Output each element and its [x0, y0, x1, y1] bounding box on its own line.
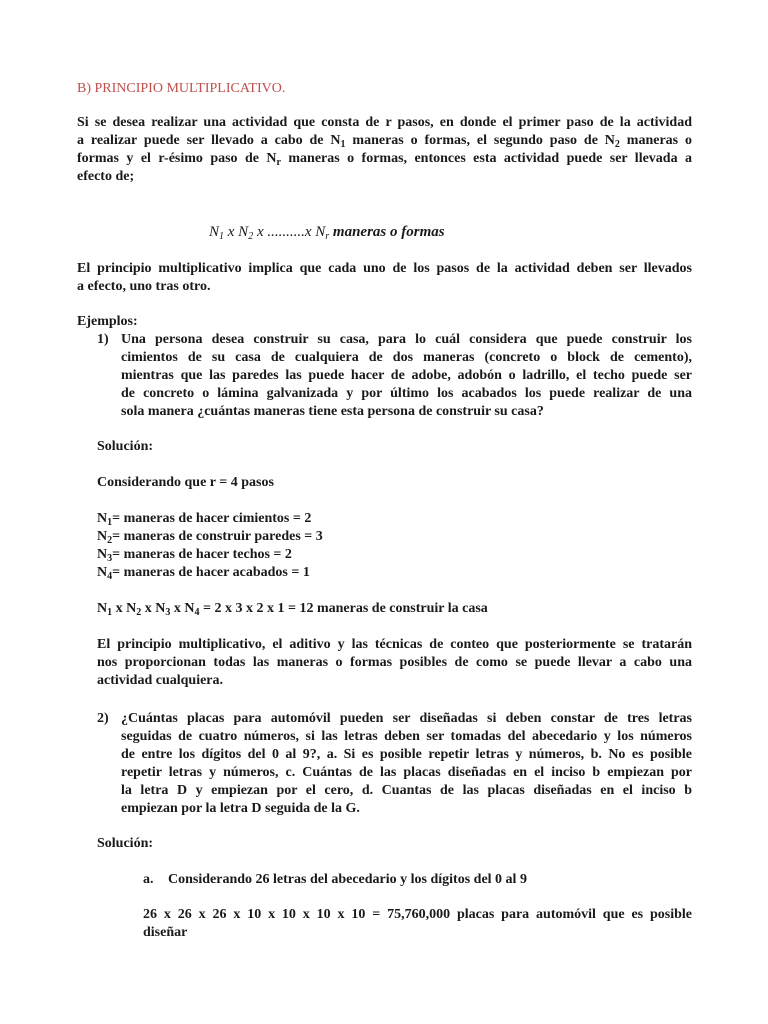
example-2-line-4: repetir letras y números, c. Cuántas de las placas diseñadas en el inciso b empiezan por [121, 765, 692, 780]
example-2-solution-label: Solución: [97, 836, 154, 851]
example-2-line-2: seguidas de cuatro números, si las letras deben ser tomadas del abecedario y los números [121, 729, 692, 744]
example-2-line-5: la letra D y empiezan por el cero, d. Cuantas de las placas diseñadas en el inciso b [121, 783, 692, 798]
example-2-line-6: empiezan por la letra D seguida de la G. [121, 801, 360, 816]
intro-line-3: formas y el r-ésimo paso de $N_r$ maneras o formas, entonces esta actividad puede ser llevada a [77, 151, 693, 168]
intro-line-2: a realizar puede ser llevado a cabo de $N_1$ maneras o formas, el segundo paso de $N_2$ maneras o [77, 133, 693, 150]
example-1-item-1: $N_1=$ maneras de hacer cimientos = 2 [97, 511, 312, 528]
example-1-line-5: sola manera ¿cuántas maneras tiene esta persona de construir su casa? [121, 404, 544, 419]
example-2-line-1: ¿Cuántas placas para automóvil pueden ser diseñadas si deben constar de tres letras [121, 711, 692, 726]
summary-line-2: nos proporcionan todas las maneras o formas posibles de como se puede llevar a cabo una [97, 655, 692, 670]
example-2-number: 2) [97, 711, 109, 726]
example-1-product: $N_1$ x $N_2$ x $N_3$ x $N_4 = 2$ x 3 x 2 x 1 = 12 maneras de construir la casa [97, 601, 488, 618]
example-1-line-4: de concreto o lámina galvanizada y por último los acabados los puede realizar de una [121, 386, 692, 401]
summary-line-1: El principio multiplicativo, el aditivo y las técnicas de conteo que posteriormente se tratarán [97, 637, 692, 652]
example-1-line-3: mientras que las paredes las puede hacer de adobe, adobón o ladrillo, el techo puede ser [121, 368, 692, 383]
example-1-item-3: $N_3=$ maneras de hacer techos = 2 [97, 547, 292, 564]
principle-line-1: El principio multiplicativo implica que cada uno de los pasos de la actividad deben ser llevados [77, 261, 692, 276]
example-2-sub-a-label: a. [143, 872, 154, 887]
example-1-line-2: cimientos de su casa de cualquiera de dos maneras (concreto o block de cemento), [121, 350, 692, 365]
example-1-solution-label: Solución: [97, 439, 154, 454]
example-1-item-4: $N_4=$ maneras de hacer acabados = 1 [97, 565, 310, 582]
summary-line-3: actividad cualquiera. [97, 673, 224, 688]
examples-label: Ejemplos: [77, 314, 138, 329]
example-1-line-1: Una persona desea construir su casa, para lo cuál considera que puede construir los [121, 332, 692, 347]
intro-line-1: Si se desea realizar una actividad que consta de r pasos, en donde el primer paso de la actividad [77, 115, 692, 130]
section-heading: B) PRINCIPIO MULTIPLICATIVO. [77, 81, 286, 96]
example-2-line-3: de entre los dígitos del 0 al 9?, a. Si es posible repetir letras y números, b. No es posible [121, 747, 692, 762]
principle-line-2: a efecto, uno tras otro. [77, 279, 211, 294]
example-1-item-2: $N_2=$ maneras de construir paredes = 3 [97, 529, 323, 546]
example-2-sub-a-text: Considerando 26 letras del abecedario y los dígitos del 0 al 9 [168, 872, 527, 887]
formula: $N_1$ x $N_2$ x ..........x $N_r$ maneras o formas [209, 224, 445, 242]
example-2-calc-line-1: 26 x 26 x 26 x 10 x 10 x 10 x 10 = 75,760,000 placas para automóvil que es posible [143, 907, 692, 922]
example-2-calc-line-2: diseñar [143, 925, 188, 940]
example-1-considering: Considerando que r = 4 pasos [97, 475, 274, 490]
example-1-number: 1) [97, 332, 109, 347]
intro-line-4: efecto de; [77, 169, 135, 184]
